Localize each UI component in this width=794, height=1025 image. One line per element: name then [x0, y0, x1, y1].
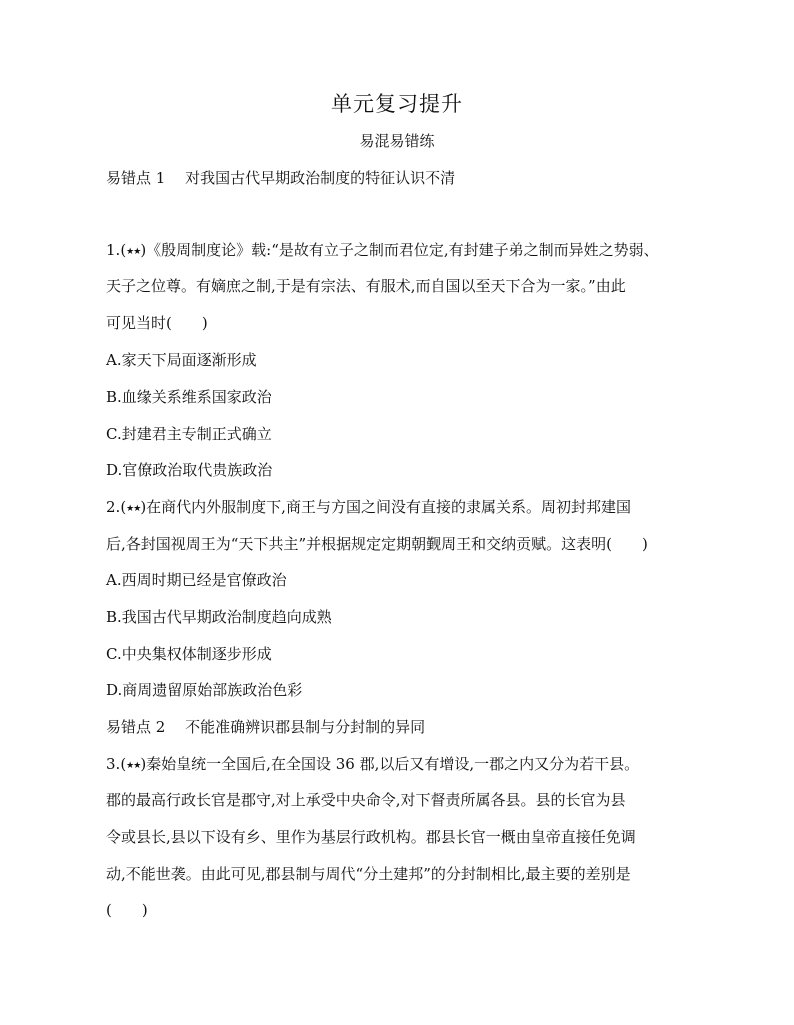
question-3-line-5: ( ): [106, 901, 148, 919]
difficulty-stars-icon: ★★: [126, 504, 141, 514]
question-1-line-1: 1.(★★)《殷周制度论》载:“是故有立子之制而君位定,有封建子弟之制而异姓之势弱、: [106, 240, 659, 262]
section-heading-2: 易错点 2 不能准确辨识郡县制与分封制的异同: [106, 718, 426, 736]
question-text: 秦始皇统一全国后,在全国设 36 郡,以后又有增设,一郡之内又分为若干县。: [146, 755, 640, 773]
question-1-option-b[interactable]: B.血缘关系维系国家政治: [106, 388, 272, 406]
question-number: 1.: [106, 241, 121, 259]
question-3-line-4: 动,不能世袭。由此可见,郡县制与周代“分土建邦”的分封制相比,最主要的差别是: [106, 865, 631, 883]
question-1-option-d[interactable]: D.官僚政治取代贵族政治: [106, 461, 273, 479]
question-3-line-1: 3.(★★)秦始皇统一全国后,在全国设 36 郡,以后又有增设,一郡之内又分为若干县。: [106, 754, 639, 776]
question-2-line-2: 后,各封国视周王为“天下共主”并根据规定定期朝觐周王和交纳贡赋。这表明( ): [106, 535, 648, 553]
question-2-option-d[interactable]: D.商周遗留原始部族政治色彩: [106, 681, 303, 699]
question-2-option-a[interactable]: A.西周时期已经是官僚政治: [106, 571, 287, 589]
page-title: 单元复习提升: [331, 92, 463, 116]
difficulty-stars-icon: ★★: [126, 761, 141, 771]
question-2-line-1: 2.(★★)在商代内外服制度下,商王与方国之间没有直接的隶属关系。周初封邦建国: [106, 497, 631, 519]
question-number: 3.: [106, 755, 121, 773]
question-2-option-b[interactable]: B.我国古代早期政治制度趋向成熟: [106, 608, 332, 626]
section-heading-1: 易错点 1 对我国古代早期政治制度的特征认识不清: [106, 169, 456, 187]
question-1-line-2: 天子之位尊。有嫡庶之制,于是有宗法、有服术,而自国以至天下合为一家。”由此: [106, 277, 626, 295]
page-subtitle: 易混易错练: [359, 132, 435, 150]
question-1-line-3: 可见当时( ): [106, 314, 208, 332]
question-3-line-3: 令或县长,县以下设有乡、里作为基层行政机构。郡县长官一概由皇帝直接任免调: [106, 828, 636, 846]
question-number: 2.: [106, 498, 121, 516]
question-1-option-a[interactable]: A.家天下局面逐渐形成: [106, 351, 257, 369]
question-text: 《殷周制度论》载:“是故有立子之制而君位定,有封建子弟之制而异姓之势弱、: [146, 241, 659, 259]
difficulty-stars-icon: ★★: [126, 247, 141, 257]
question-text: 在商代内外服制度下,商王与方国之间没有直接的隶属关系。周初封邦建国: [146, 498, 631, 516]
question-3-line-2: 郡的最高行政长官是郡守,对上承受中央命令,对下督责所属各县。县的长官为县: [106, 791, 626, 809]
question-1-option-c[interactable]: C.封建君主专制正式确立: [106, 425, 272, 443]
question-2-option-c[interactable]: C.中央集权体制逐步形成: [106, 645, 272, 663]
